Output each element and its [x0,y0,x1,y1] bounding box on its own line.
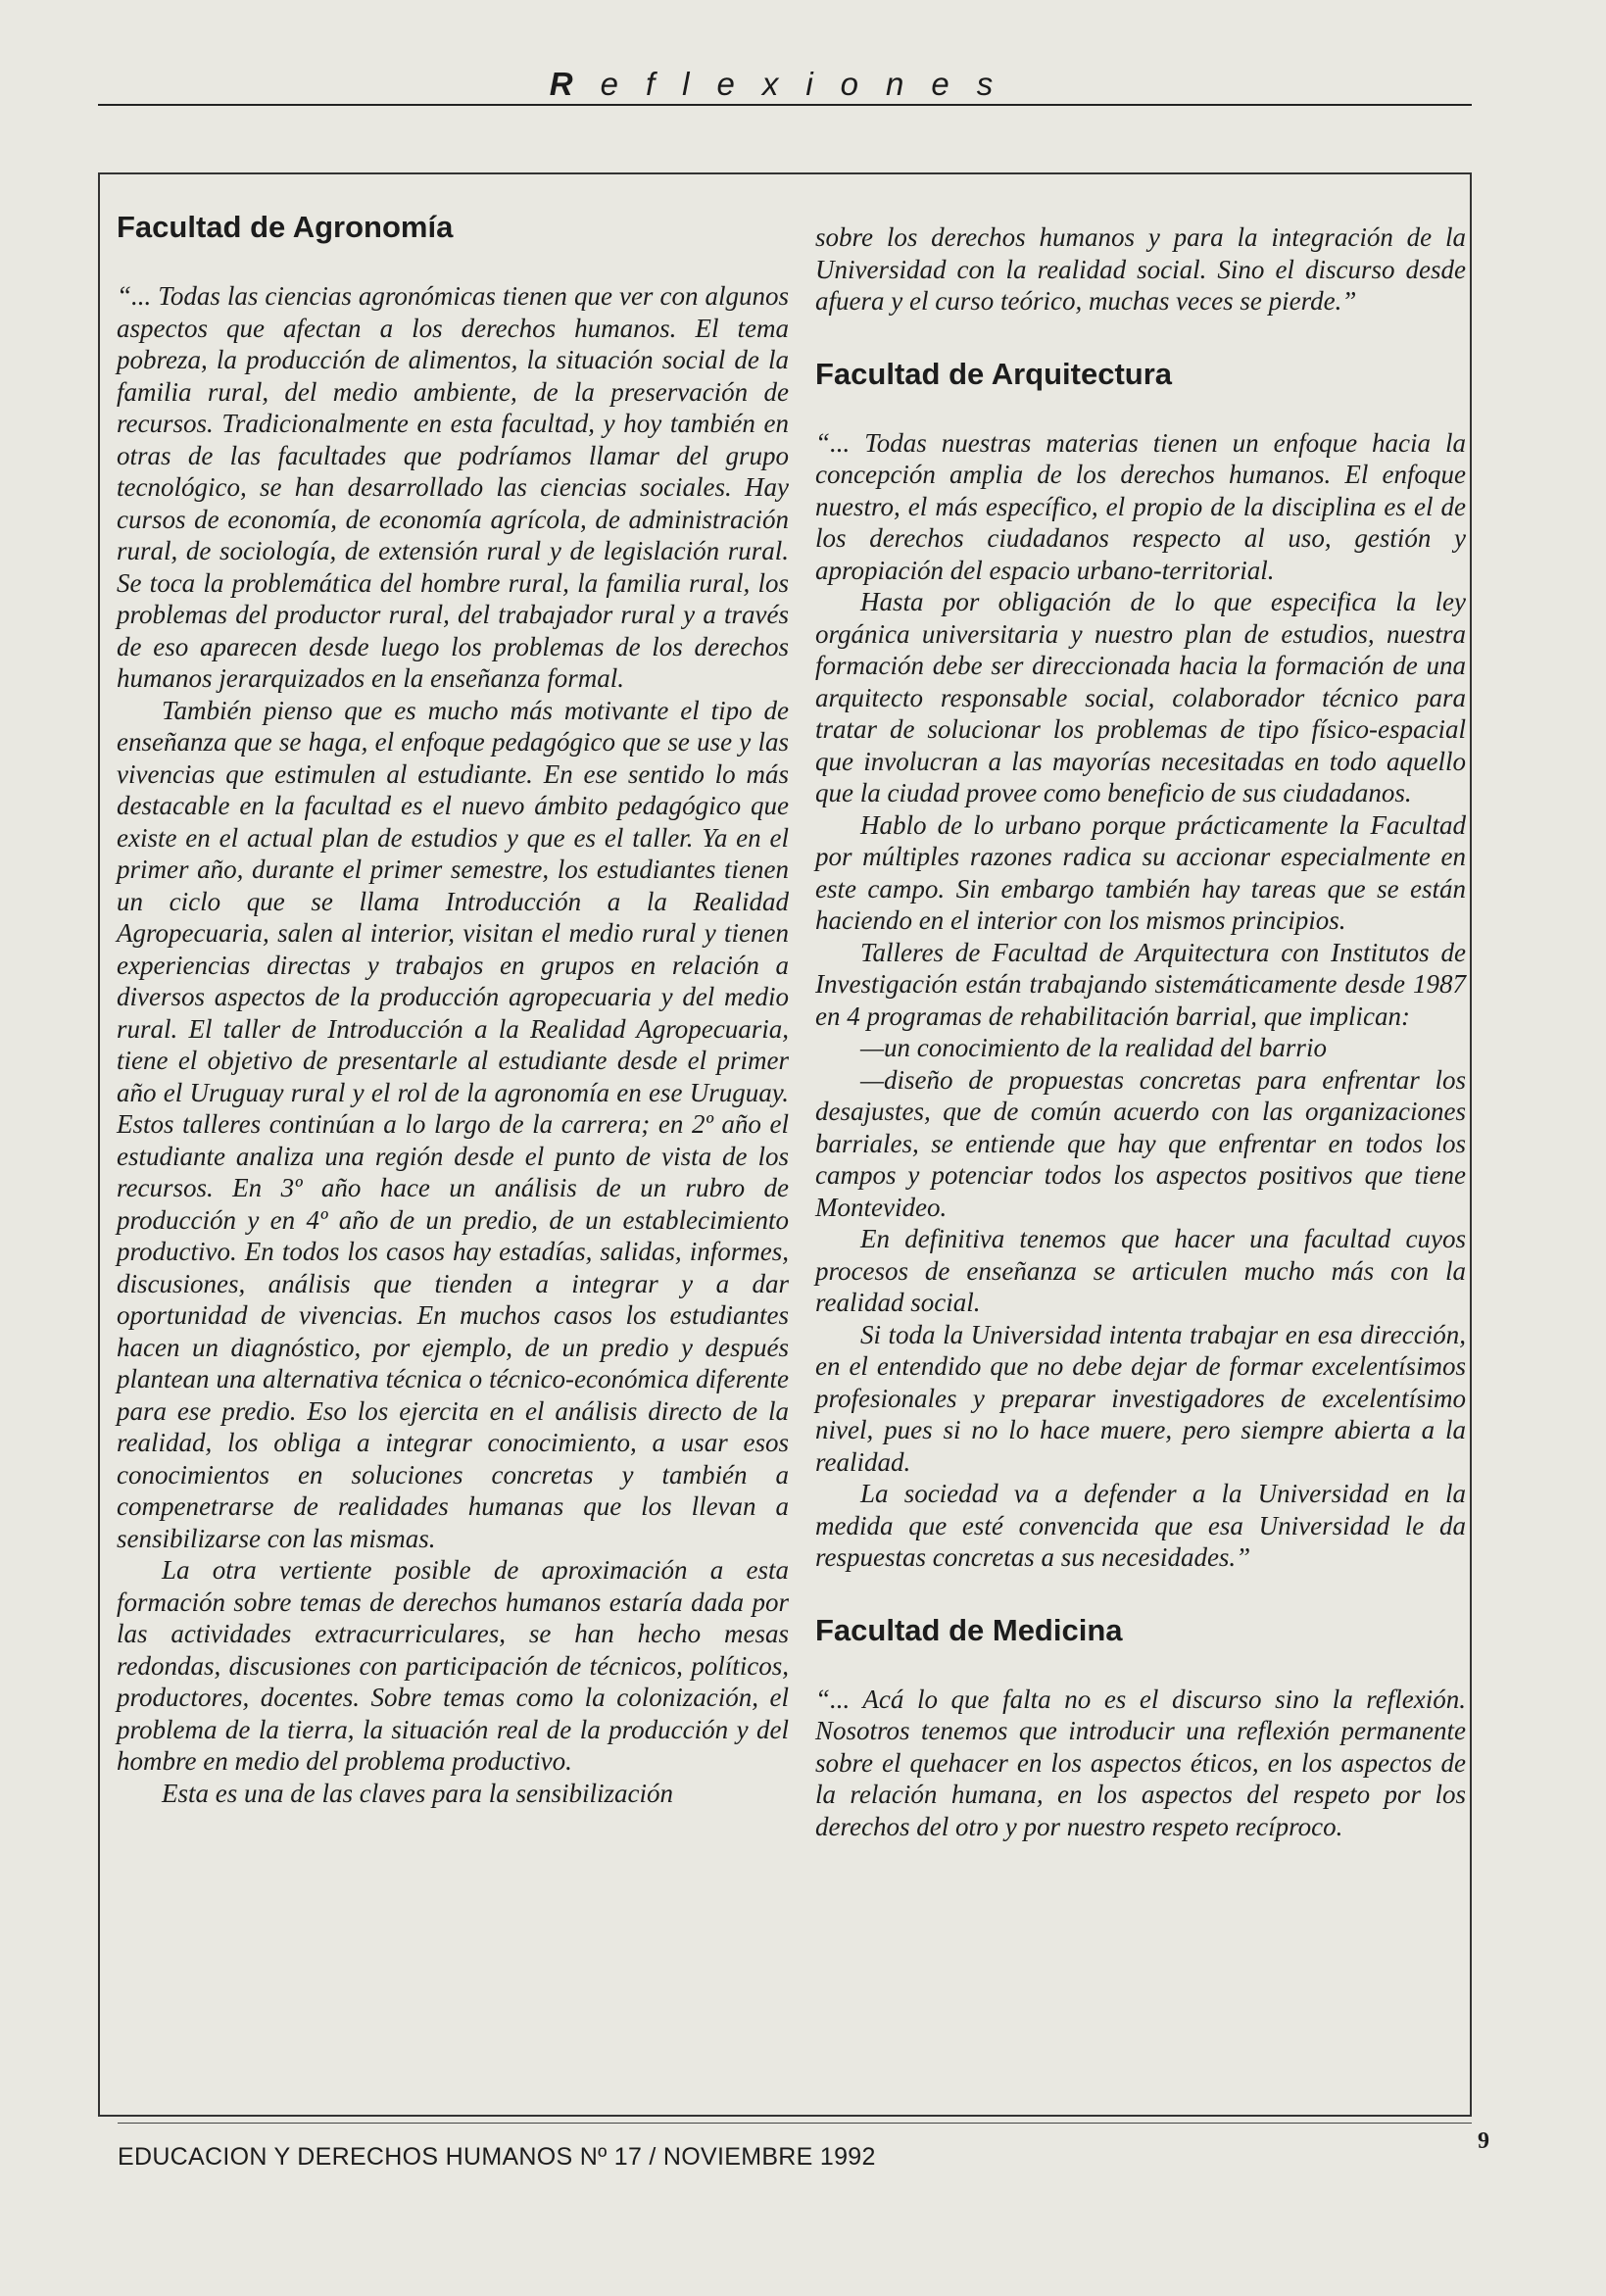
section-gap [815,1574,1466,1611]
agronomia-paragraph: La otra vertiente posible de aproximación a esta formación sobre temas de derechos humanos estaría dada por las actividades extracurriculares, se han hecho mesas redondas, discusiones con participación de técnicos, políticos, productores, docentes. Sobre temas como la colonización, el problema de la tierra, la situación real de la producción y del hombre en medio del problema productivo. [117,1555,789,1776]
header-rule [98,104,1472,106]
section-title-medicina: Facultad de Medicina [815,1612,1123,1647]
agronomia-paragraph-continued: sobre los derechos humanos y para la integración de la Universidad con la realidad social. Sino el discurso desde afuera y el curso teórico, muchas veces se pierde.” [815,222,1466,316]
agronomia-paragraph: También pienso que es mucho más motivante el tipo de enseñanza que se haga, el enfoque pedagógico que se use y las vivencias que estimulen al estudiante. En ese sentido lo más destacable en la facultad es el nuevo ámbito pedagógico que existe en el actual plan de estudios y que es el taller. Ya en el primer año, durante el primer semestre, los estudiantes tienen un ciclo que se llama Introducción a la Realidad Agropecuaria, salen al interior, visitan el medio rural y tienen experiencias directas y trabajos en grupos en relación a diversos aspectos de la producción agropecuaria y del medio rural. El taller de Introducción a la Realidad Agropecuaria, tiene el objetivo de presentarle al estudiante desde el primer año el Uruguay rural y el rol de la agronomía en ese Uruguay. Estos talleres continúan a lo largo de la carrera; en 2º año el estudiante analiza una región desde el punto de vista de los recursos. En 3º año hace un análisis de un rubro de producción y en 4º año de un predio, de un establecimiento productivo. En todos los casos hay estadías, salidas, informes, discusiones, análisis que tienden a integrar y a dar oportunidad de vivencias. En muchos casos los estudiantes hacen un diagnóstico, por ejemplo, de un predio y después plantean una alternativa técnica o técnico-económica diferente para ese predio. Eso los ejercita en el análisis directo de la realidad, los obliga a integrar conocimiento, a usar esos conocimientos en soluciones concretas y también a compenetrarse de realidades humanas que los llevan a sensibilizarse con las mismas. [117,695,789,1553]
section-gap [815,318,1466,355]
arquitectura-paragraph: La sociedad va a defender a la Universidad en la medida que esté convencida que esa Universidad le da respuestas concretas a sus necesidades.” [815,1479,1466,1572]
right-column [815,221,1466,1842]
section-title-agronomia: Facultad de Agronomía [117,210,454,244]
section-title-arquitectura: Facultad de Arquitectura [815,356,1173,391]
agronomia-paragraph: Esta es una de las claves para la sensibilización [162,1778,673,1808]
arquitectura-list-item: —un conocimiento de la realidad del barrio [860,1033,1327,1062]
footer-publication: EDUCACION Y DERECHOS HUMANOS Nº 17 / NOVIEMBRE 1992 [118,2143,876,2171]
running-head-rest: eflexiones [600,66,1021,102]
running-head-initial: R [549,66,601,102]
arquitectura-list-item: —diseño de propuestas concretas para enfrentar los desajustes, que de común acuerdo con las organizaciones barriales, se entiende que hay que enfrentar en todos los campos y potenciar todos los aspectos positivos que tiene Montevideo. [815,1064,1466,1222]
arquitectura-paragraph: Hasta por obligación de lo que especifica la ley orgánica universitaria y nuestro plan de estudios, nuestra formación debe ser direccionada hacia la formación de una arquitecto responsable social, colaborador técnico para tratar de solucionar los problemas de tipo físico-espacial que involucran a las mayorías necesitadas en todo aquello que la ciudad provee como beneficio de sus ciudadanos. [815,587,1466,807]
running-head [98,65,1472,104]
footer-rule [118,2123,1472,2124]
agronomia-paragraph: “... Todas las ciencias agronómicas tienen que ver con algunos aspectos que afectan a los derechos humanos. El tema pobreza, la producción de alimentos, la situación social de la familia rural, del medio ambiente, de la preservación de recursos. Tradicionalmente en esta facultad, y hoy también en otras de las facultades que podríamos llamar del grupo tecnológico, se han desarrollado las ciencias sociales. Hay cursos de economía, de economía agrícola, de administración rural, de sociología, de extensión rural y de legislación rural. Se toca la problemática del hombre rural, la familia rural, los problemas del productor rural, del trabajador rural y a través de eso aparecen desde luego los problemas de los derechos humanos jerarquizados en la enseñanza formal. [117,281,789,693]
arquitectura-paragraph: Si toda la Universidad intenta trabajar en esa dirección, en el entendido que no debe dejar de formar excelentísimos profesionales y preparar investigadores de excelentísimo nivel, pues si no lo hace muere, pero siempre abierta a la realidad. [815,1319,1466,1477]
page-number: 9 [1478,2128,1489,2154]
arquitectura-paragraph: Talleres de Facultad de Arquitectura con Institutos de Investigación están trabajando sistemáticamente desde 1987 en 4 programas de rehabilitación barrial, que implican: [815,937,1466,1031]
medicina-paragraph: “... Acá lo que falta no es el discurso sino la reflexión. Nosotros tenemos que introducir una reflexión permanente sobre el quehacer en los aspectos éticos, en los aspectos de la relación humana, en los aspectos del respeto por los derechos del otro y por nuestro respeto recíproco. [815,1684,1466,1841]
arquitectura-paragraph: En definitiva tenemos que hacer una facultad cuyos procesos de enseñanza se articulen mucho más con la realidad social. [815,1224,1466,1317]
left-column [117,208,789,1809]
arquitectura-paragraph: Hablo de lo urbano porque prácticamente la Facultad por múltiples razones radica su accionar especialmente en este campo. Sin embargo también hay tareas que se están haciendo en el interior con los mismos principios. [815,809,1466,935]
arquitectura-paragraph: “... Todas nuestras materias tienen un enfoque hacia la concepción amplia de los derechos humanos. El enfoque nuestro, el más específico, el propio de la disciplina es el de los derechos ciudadanos respecto al uso, gestión y apropiación del espacio urbano-territorial. [815,427,1466,585]
